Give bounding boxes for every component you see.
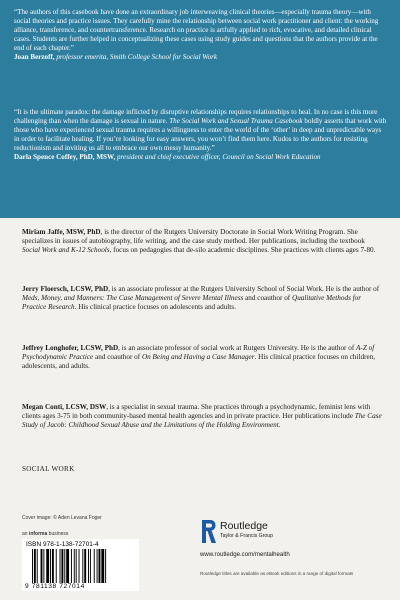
isbn-label: ISBN 978-1-138-72701-4: [26, 541, 99, 548]
bio-text: , is an associate professor of social work at Rutgers University. He is the author of: [118, 344, 357, 352]
imprint-prefix: an: [22, 531, 29, 537]
bio-text: , is the director of the Rutgers University Doctorate in Social Work Writing Program. She specializes in issues of autobiography, life writing, and the case study method. Her publications, including the textbook: [22, 228, 365, 246]
barcode-digits: 9 781138 727014: [25, 583, 85, 590]
barcode-bar: [99, 549, 101, 583]
bio-text: , is an associate professor at the Rutgers University School of Social Work. He is the author of: [108, 285, 380, 293]
routledge-logo-icon: [200, 519, 217, 544]
book-title: Meds, Money, and Manners: The Case Management of Severe Mental Illness: [22, 294, 244, 303]
barcode-bar: [97, 549, 98, 583]
bio-text: and coauthor of: [243, 294, 292, 303]
barcode-bar: [74, 549, 75, 583]
quote-1-author: Joan Berzoff,: [14, 52, 55, 61]
barcode-bar: [79, 549, 80, 583]
barcode-bar: [94, 549, 95, 583]
author-name: Jerry Floersch, LCSW, PhD: [22, 285, 109, 293]
quote-2-book-title: The Social Work and Sexual Trauma Casebook: [169, 116, 303, 125]
barcode-bar: [82, 549, 83, 583]
barcode-bar: [61, 549, 63, 583]
author-bio-floersch: [22, 285, 382, 313]
endorsement-panel: [0, 0, 400, 218]
author-name: Jeffrey Longhofer, LCSW, PhD: [22, 344, 119, 352]
bio-text: , is a specialist in sexual trauma. She practices through a psychodynamic, feminist lens with clients ages 3-75 in both community-based mental health agencies and in private practice. Her publications include: [22, 403, 371, 421]
barcode-bar: [41, 549, 43, 583]
imprint-suffix: business: [47, 531, 69, 537]
endorsement-quote-2: [14, 108, 388, 161]
barcode-bar: [46, 549, 49, 583]
informa-business-mark: [22, 531, 68, 537]
barcode-bar: [56, 549, 57, 583]
barcode-bar: [90, 549, 91, 583]
publisher-group: Taylor & Francis Group: [220, 533, 274, 539]
publisher-name: Routledge: [220, 520, 268, 532]
subject-category: SOCIAL WORK: [22, 465, 75, 473]
quote-2-text-before: “It is the ultimate paradox: the damage inflicted by disruptive relationships requires relationships to heal. In no case is this more challenging than when the damage is sexual in nature.: [14, 108, 378, 125]
barcode-bar: [76, 549, 77, 583]
book-title: Social Work and K-12 Schools: [22, 246, 110, 255]
barcode-bar: [32, 549, 33, 583]
book-title: Qualitative Methods for Practice Research: [22, 294, 362, 312]
bio-text: , focus on pedagogies that de-silo academic disciplines. She practices with clients ages 7-80.: [109, 246, 376, 255]
barcode-bar: [60, 549, 61, 583]
book-title: A-Z of Psychodynamic Practice: [22, 344, 375, 362]
barcode-bar: [84, 549, 86, 583]
barcode-bar: [66, 549, 69, 583]
quote-2-attribution: [14, 153, 388, 162]
barcode-bar: [105, 549, 106, 583]
author-bio-longhofer: [22, 344, 382, 372]
barcode-bars: [32, 549, 132, 583]
author-bio-jaffe: [22, 228, 382, 256]
barcode-bar: [64, 549, 65, 583]
barcode-bar: [101, 549, 104, 583]
bio-text: . His clinical practice focuses on adolescents and adults.: [74, 303, 236, 312]
bio-text: and coauthor of: [93, 353, 142, 362]
barcode-bar: [50, 549, 51, 583]
quote-1-role: professor emerita, Smith College School for Social Work: [56, 52, 218, 61]
bio-text: . His clinical practice focuses on children, adolescents, and adults.: [22, 353, 376, 371]
publisher-url[interactable]: www.routledge.com/mentalhealth: [200, 551, 290, 558]
quote-1-text: “The authors of this casebook have done an extraordinary job interweaving clinical theories—especially trauma theory—with social theories and practice issues. They carefully mine the relationship between social work practitioner and client: the working alliance, transference, and countertransference. Research on practice is artfully applied to rich, evocative, and detailed clinical cases. Students are further helped in conceptualizing these cases using study guides and questions that the authors provide at the end of each chapter.”: [14, 8, 379, 52]
barcode-bar: [43, 549, 44, 583]
barcode-bar: [37, 549, 38, 583]
imprint-brand: informa: [28, 531, 48, 537]
author-name: Megan Conti, LCSW, DSW: [22, 403, 107, 411]
endorsement-quote-1: [14, 8, 388, 61]
bio-text: .: [278, 421, 281, 430]
barcode-bar: [34, 549, 36, 583]
quote-2-role: president and chief executive officer, Council on Social Work Education: [117, 152, 321, 161]
quote-2-author: Darla Spence Coffey, PhD, MSW,: [14, 152, 116, 161]
barcode-bar: [52, 549, 54, 583]
book-title: The Case Study of Jacob: Childhood Sexual Abuse and the Limitations of the Holding Environment: [22, 412, 382, 430]
author-bio-conti: [22, 403, 382, 431]
quote-2-text-after: boldly asserts that work with those who have experienced sexual trauma requires a willingness to enter the world of the ‘other’ in deep and unpredictable ways in order to facilitate healing. If you’re looking for easy answers, you won’t find them here. Kudos to the authors for resisting reductionism and inviting us all to embrace our own messy humanity.”: [14, 116, 387, 152]
book-title: On Being and Having a Case Manager: [141, 353, 255, 362]
barcode-bar: [88, 549, 89, 583]
quote-1-attribution: [14, 53, 388, 62]
isbn-barcode: [22, 539, 139, 591]
author-name: Miriam Jaffe, MSW, PhD: [22, 228, 101, 236]
ebook-availability-note: Routledge titles are available as eBook editions in a range of digital formats: [200, 571, 354, 576]
cover-image-credit: Cover image: © Aden Levana Foger: [22, 515, 102, 521]
barcode-bar: [71, 549, 72, 583]
